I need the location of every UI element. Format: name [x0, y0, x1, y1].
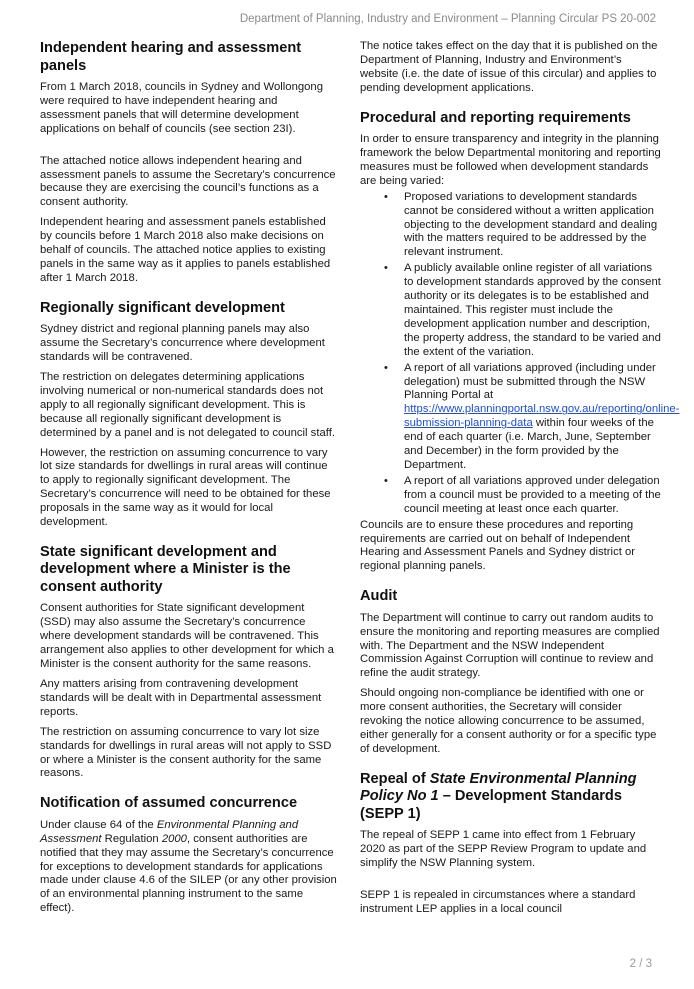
bullet-icon: • — [384, 361, 388, 374]
paragraph: The notice takes effect on the day that it is published on the Department of Planning, Industry and Environment’s website (i.e. the date of issue of this circular) and applies to pending development applications. — [360, 40, 658, 94]
paragraph: Consent authorities for State significant development (SSD) may also assume the Secretary’s concurrence where development standards will be contravened. This arrangement also applies to other development for which a Minister is the consent authority for the same reasons. — [40, 602, 334, 671]
paragraph: However, the restriction on assuming concurrence to vary lot size standards for dwellings in rural areas will continue to apply to regionally significant development. The Secretary’s concurrence will need to be obtained for these proposals in the same way as it would for local development. — [40, 446, 331, 529]
heading-state-significant: State significant development and development where a Minister is the consent authority — [40, 543, 291, 595]
paragraph: Independent hearing and assessment panels established by councils before 1 March 2018 also make decisions on behalf of councils. The attached notice applies to existing panels in the same way as it applies to panels established after 1 March 2018. — [40, 216, 331, 284]
paragraph: Councils are to ensure these procedures and reporting requirements are carried out on behalf of Independent Hearing and Assessment Panels and Sydney district or regional planning panels. — [360, 518, 636, 573]
list-item-text: within four weeks of the end of each quarter (i.e. March, June, September and December) in the form provided by the Department. — [404, 417, 654, 471]
heading-audit: Audit — [360, 588, 398, 605]
list-item — [360, 475, 662, 517]
paragraph-clause-64 — [40, 819, 338, 916]
list-item-text: A publicly available online register of all variations to development standards approved by the consent authority or its delegates is to be established and maintained. This register must include the development application number and description, the property address, the standard to be varied and the extent of the variation. — [404, 262, 661, 358]
heading-regionally-significant: Regionally significant development — [40, 299, 285, 316]
list-item-text: A report of all variations approved (including under delegation) must be submitted through the NSW Planning Portal at — [404, 361, 656, 402]
heading-text-run: Repeal of — [360, 770, 430, 787]
list-item-text: Proposed variations to development standards cannot be considered without a written application objecting to the development standard and dealing with the matters required to be addressed by the relevant instrument. — [404, 190, 658, 259]
text-run: Under clause 64 of the — [40, 818, 157, 831]
page-number: 2 / 3 — [629, 958, 652, 970]
paragraph: Should ongoing non-compliance be identified with one or more consent authorities, the Secretary will consider revoking the notice allowing concurrence to be assumed, either generally for a consent authority or for a specific type of development. — [360, 687, 657, 755]
heading-text-run: – Development Standards (SEPP 1) — [360, 788, 622, 822]
text-run: , consent authorities are notified that they may assume the Secretary’s concurrence for exceptions to development standards for applications made under clause 4.6 of the SILEP (or any other provision of an environmental planning instrument to the same effect). — [40, 832, 337, 915]
paragraph: SEPP 1 is repealed in circumstances where a standard instrument LEP applies in a local council — [360, 889, 636, 915]
paragraph: The restriction on delegates determining applications involving numerical or non-numerical standards does not apply to all regionally significant development. This is because all regionally significant development is determined by a panel and is not delegated to council staff. — [40, 371, 335, 439]
paragraph: The repeal of SEPP 1 came into effect from 1 February 2020 as part of the SEPP Review Program to update and simplify the NSW Planning system. — [360, 829, 647, 870]
running-header: Department of Planning, Industry and Environment – Planning Circular PS 20-002 — [239, 13, 656, 25]
paragraph: From 1 March 2018, councils in Sydney and Wollongong were required to have independent hearing and assessment panels that will determine development applications on behalf of councils (see section 23I). — [40, 81, 323, 135]
paragraph: In order to ensure transparency and integrity in the planning framework the below Departmental monitoring and reporting measures must be followed when development standards are being varied: — [360, 133, 661, 187]
heading-repeal-sepp1 — [360, 771, 662, 824]
bullet-icon: • — [384, 474, 388, 487]
paragraph: Sydney district and regional planning panels may also assume the Secretary’s concurrence where development standards will be contravened. — [40, 323, 325, 364]
paragraph: The Department will continue to carry out random audits to ensure the monitoring and reporting measures are complied with. The Department and the NSW Independent Commission Against Corruption will continue to review and refine the audit strategy. — [360, 611, 660, 680]
bullet-icon: • — [384, 262, 388, 275]
paragraph: The restriction on assuming concurrence to vary lot size standards for dwellings in rural areas will not apply to SSD or where a Minister is the consent authority for the same reasons. — [40, 725, 332, 780]
list-item — [360, 361, 680, 473]
heading-notification: Notification of assumed concurrence — [40, 795, 298, 812]
paragraph: The attached notice allows independent hearing and assessment panels to assume the Secretary’s concurrence because they are exercising the council’s functions as a consent authority. — [40, 154, 336, 209]
italic-act-title: Environmental Planning and Assessment — [40, 818, 299, 845]
list-item-text: A report of all variations approved under delegation from a council must be provided to a meeting of the council meeting at least once each quarter. — [404, 474, 661, 515]
list-item — [360, 262, 662, 359]
heading-italic-policy: State Environmental Planning Policy No 1 — [360, 770, 637, 805]
requirements-list — [360, 190, 680, 517]
list-item — [360, 191, 662, 261]
heading-procedural-reporting: Procedural and reporting requirements — [360, 109, 631, 126]
left-column — [40, 40, 338, 922]
text-run: Regulation — [101, 832, 162, 845]
italic-year: 2000 — [161, 832, 187, 845]
heading-independent-panels: Independent hearing and assessment panels — [40, 40, 302, 74]
right-column — [360, 40, 680, 923]
planning-portal-link[interactable]: https://www.planningportal.nsw.gov.au/reporting/online-submission-planning-data — [404, 403, 680, 430]
bullet-icon: • — [384, 190, 388, 203]
paragraph: Any matters arising from contravening development standards will be dealt with in Departmental assessment reports. — [40, 678, 322, 718]
